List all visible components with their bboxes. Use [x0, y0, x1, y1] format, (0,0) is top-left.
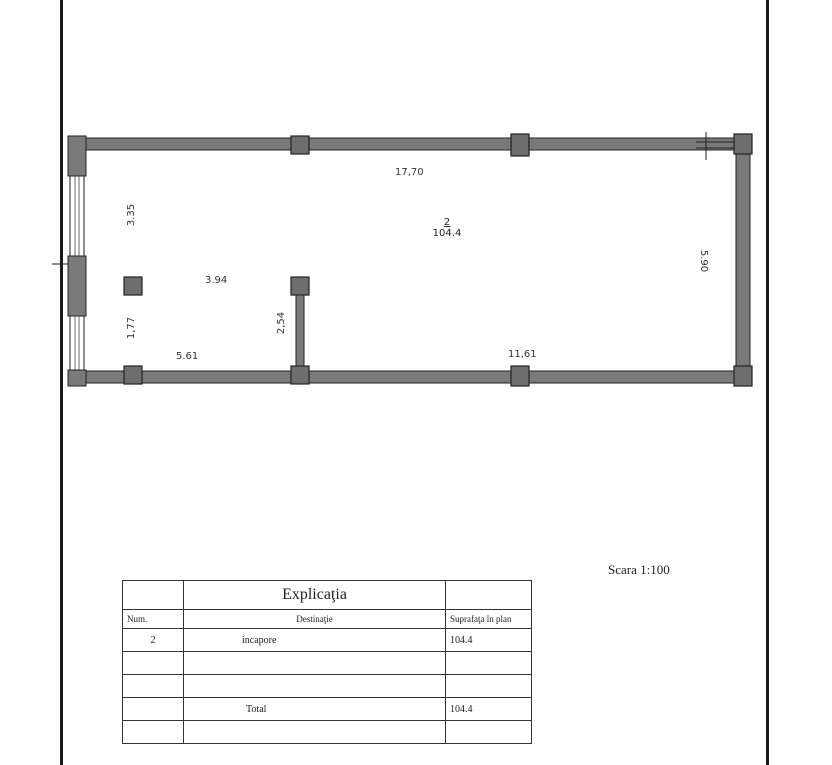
row-num: 2	[123, 629, 184, 652]
wall-left-mid	[68, 256, 86, 316]
dim-left-upper-height: 3.35	[126, 203, 138, 227]
dim-right-height: 5.90	[698, 249, 710, 273]
legend-header-row	[123, 610, 532, 629]
dim-partition-length: 2,54	[276, 311, 288, 335]
column	[511, 134, 529, 156]
dim-left-lower-height: 1,77	[126, 316, 138, 340]
room-label	[432, 218, 462, 239]
column	[291, 277, 309, 295]
dim-inner-width: 3.94	[205, 275, 228, 286]
dim-top-length: 17,70	[395, 167, 424, 178]
dim-bottom-left-length: 5.61	[176, 351, 199, 362]
column	[734, 134, 752, 154]
header-area: Suprafaţa în plan	[446, 610, 532, 629]
wall-top	[70, 138, 748, 150]
column	[124, 277, 142, 295]
header-num: Num.	[123, 610, 184, 629]
table-row-empty	[123, 721, 532, 744]
legend-table	[122, 580, 532, 744]
window-left-upper	[70, 176, 84, 256]
column	[291, 136, 309, 154]
header-destination: Destinaţie	[184, 610, 446, 629]
column	[511, 366, 529, 386]
room-number: 2	[443, 217, 451, 228]
scale-label: Scara 1:100	[608, 562, 670, 577]
dim-bottom-right-length: 11,61	[508, 349, 537, 360]
total-label: Total	[184, 698, 446, 721]
total-area: 104.4	[446, 698, 532, 721]
room-area: 104.4	[432, 228, 462, 239]
wall-left-bottom	[68, 370, 86, 386]
table-row	[123, 629, 532, 652]
partition-wall	[296, 295, 304, 371]
row-area: 104.4	[446, 629, 532, 652]
column	[291, 366, 309, 384]
wall-left-upper	[68, 136, 86, 176]
column	[124, 366, 142, 384]
table-row-total	[123, 698, 532, 721]
wall-right	[736, 134, 750, 386]
column	[734, 366, 752, 386]
legend-title: Explicaţia	[184, 581, 446, 610]
wall-bottom	[70, 371, 748, 383]
row-destination: incapore	[184, 629, 446, 652]
window-left-lower	[70, 316, 84, 374]
table-row-empty	[123, 652, 532, 675]
table-row-empty	[123, 675, 532, 698]
